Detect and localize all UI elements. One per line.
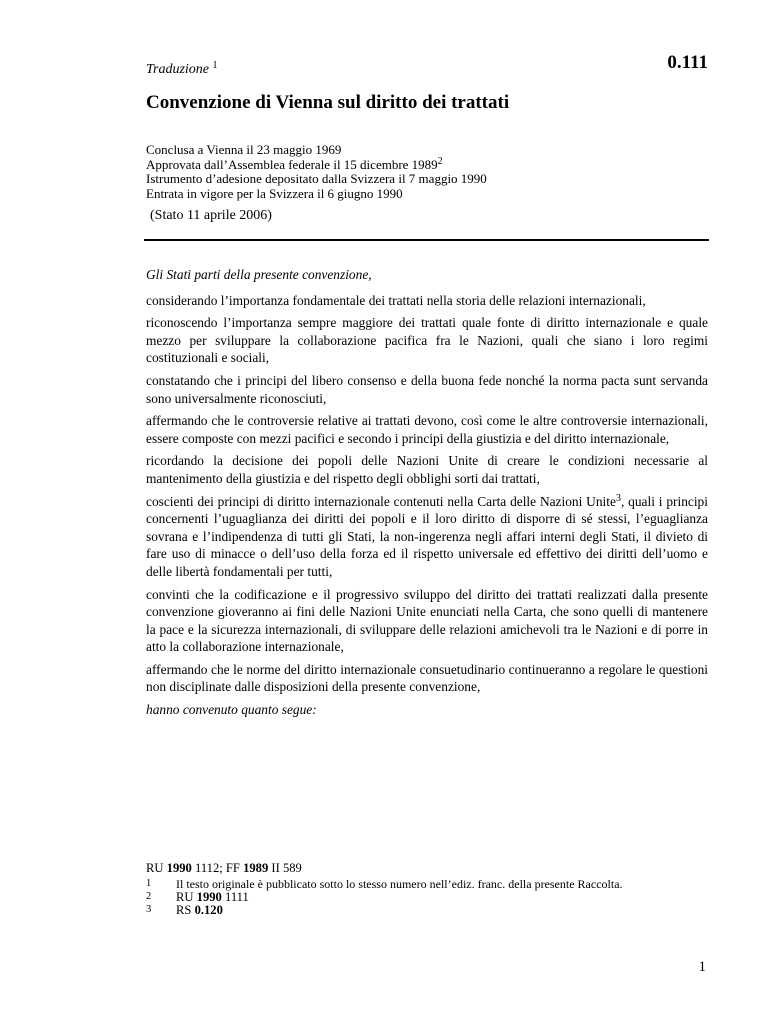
preamble-paragraph: considerando l’importanza fondamentale dei trattati nella storia delle relazioni internazionali, (146, 292, 646, 308)
translation-text: Traduzione (146, 62, 210, 77)
meta-instrument: Istrumento d’adesione depositato dalla Svizzera il 7 maggio 1990 (146, 171, 487, 187)
document-metadata (146, 143, 708, 201)
translation-label (146, 62, 218, 78)
paragraph-text: , quali i principi concernenti l’uguaglianza dei diritti dei popoli e il loro diritto di disporre di sé stessi, l’eguaglianza sovrana e l’indipendenza di tutti gli Stati, la non-ingerenza negli affari interni degli Stati, il divieto di fare uso di minacce o dell’uso della forza ed il rispetto universale ed effettivo dei diritti dell’uomo e delle libertà fondamentali per tutti, (146, 493, 708, 579)
ru-label: RU (176, 890, 194, 904)
footnote-text: Il testo originale è pubblicato sotto lo stesso numero nell’ediz. franc. della presente Raccolta. (176, 877, 623, 891)
footnote-number: 3 (146, 904, 152, 915)
preamble-paragraph: affermando che le norme del diritto internazionale consuetudinario continueranno a regolare le questioni non disciplinate dalle disposizioni della presente convenzione, (146, 661, 708, 695)
rs-label: RS (176, 903, 192, 917)
sr-number: 0.111 (667, 52, 708, 73)
meta-concluded: Conclusa a Vienna il 23 maggio 1969 (146, 142, 342, 157)
preamble-closing: hanno convenuto quanto segue: (146, 702, 317, 718)
meta-approved-text: Approvata dall’Assemblea federale il 15 dicembre 1989 (146, 156, 438, 172)
rs-ref: 0.120 (194, 903, 223, 917)
preamble-paragraph: affermando che le controversie relative ai trattati devono, così come le altre controversie internazionali, essere composte con mezzi pacifici e secondo i principi della giustizia e del diritto internazionale, (146, 413, 708, 446)
ru-year: 1990 (166, 861, 192, 875)
preamble-body (146, 266, 708, 724)
meta-entry-into-force: Entrata in vigore per la Svizzera il 6 giugno 1990 (146, 185, 403, 201)
footnote-ref-2[interactable]: 2 (437, 155, 443, 167)
footnote-number: 1 (146, 878, 152, 889)
status-date: (Stato 11 aprile 2006) (150, 208, 272, 223)
preamble-paragraph: constatando che i principi del libero consenso e della buona fede nonché la norma pacta sunt servanda sono universalmente riconosciuti, (146, 372, 708, 406)
footnote-text (176, 891, 708, 904)
preamble-paragraph (146, 493, 708, 581)
page-number: 1 (698, 959, 706, 975)
preamble-paragraph: convinti che la codificazione e il progressivo sviluppo del diritto dei trattati realizzati dalla presente convenzione gioveranno ai fini delle Nazioni Unite enunciati nella Carta, che sono quelli di mantenere la pace e la sicurezza internazionali, di sviluppare delle relazioni amichevoli tra le Nazioni e di porre in atto la collaborazione internazionale, (146, 586, 708, 655)
footnote-3 (146, 904, 708, 917)
footnote-ref-1[interactable]: 1 (212, 60, 218, 71)
document-title: Convenzione di Vienna sul diritto dei trattati (146, 92, 510, 113)
footnote-number: 2 (146, 891, 152, 902)
ru-label: RU (146, 861, 164, 875)
header-divider (144, 239, 709, 241)
ff-year: 1989 (243, 861, 269, 875)
ff-ref: II 589 (271, 861, 302, 875)
preamble-paragraph: riconoscendo l’importanza sempre maggiore dei trattati quale fonte di diritto internazionale e quale mezzo per sviluppare la collaborazione pacifica fra le Nazioni, quali che siano i loro regimi costituzionali e sociali, (146, 315, 708, 366)
preamble-paragraph: ricordando la decisione dei popoli delle Nazioni Unite di creare le condizioni necessarie al mantenimento della giustizia e del rispetto degli obblighi sorti dai trattati, (146, 453, 708, 486)
official-reference (146, 861, 708, 875)
ru-page: 1111 (225, 890, 249, 904)
paragraph-text: coscienti dei principi di diritto internazionale contenuti nella Carta delle Nazioni Unite (146, 493, 616, 509)
footnotes (146, 861, 708, 917)
ru-year: 1990 (196, 890, 222, 904)
footnote-ref-3[interactable]: 3 (615, 492, 621, 504)
meta-approved (146, 155, 708, 173)
footnote-2 (146, 891, 708, 904)
preamble-intro: Gli Stati parti della presente convenzione, (146, 267, 372, 282)
ru-page: 1112; FF (195, 861, 240, 875)
footnote-text (176, 904, 708, 917)
